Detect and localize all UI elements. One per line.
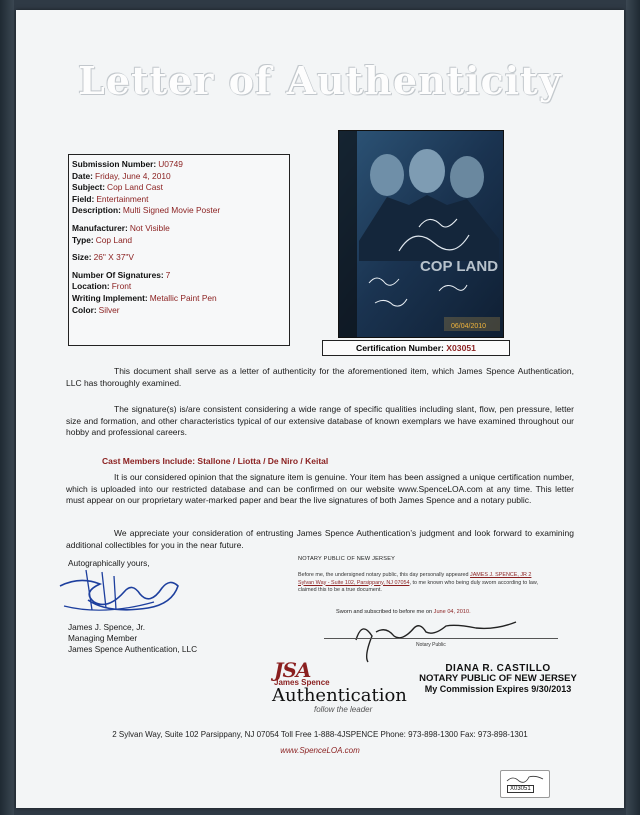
field-label: Field: [72,193,95,204]
notary-text-b: , to me known who being duly sworn according to law, claimed this to be a true document. [298,579,539,594]
field-label: Type: [72,234,94,245]
certification-box [322,340,510,356]
letter-title: Letter of Authenticity [78,58,562,103]
field-value: Silver [98,304,120,315]
poster-date-stamp: 06/04/2010 [451,323,487,330]
field-row [72,270,287,282]
notary-signature-line [324,638,558,639]
letter-paper [16,10,624,808]
certification-sticker [500,770,550,798]
notary-stamp [409,664,587,694]
field-label: Submission Number: [72,159,157,169]
field-value: 7 [165,269,171,280]
closing: Autographically yours, [68,558,150,568]
paragraph-signature-analysis: The signature(s) is/are consistent considering a wide range of specific qualities including slant, flow, pen pressure, letter size and formation, and other characteristics typical of our extensive database of known exemplars we have examined throughout our hobby and professional careers. [66,404,574,437]
field-value: 26" X 37"V [93,252,134,263]
cast-members [102,456,328,466]
item-photo [338,130,504,338]
poster-image [339,131,503,337]
field-value: Cop Land [95,234,133,245]
sticker-number: X03051 [507,785,534,793]
sworn-text: Sworn and subscribed to before me on [336,609,434,615]
field-value: Entertainment [96,193,149,204]
field-label: Manufacturer: [72,222,128,233]
item-info-box [68,154,290,346]
field-value: Metallic Paint Pen [149,292,217,303]
frame-edge-left [0,0,14,815]
jsa-mark: JSA [274,658,311,682]
field-label: Date: [72,170,93,181]
notary-header: NOTARY PUBLIC OF NEW JERSEY [298,556,396,562]
field-label: Number Of Signatures: [72,269,164,280]
field-row [72,305,287,317]
field-row [72,281,287,293]
jsa-name: James Spence [274,678,330,687]
field-row [72,235,287,247]
poster-title: COP LAND [419,258,499,275]
notary-text-a: Before me, the undersigned notary public, this day personally appeared [298,572,471,578]
field-row [72,194,287,206]
signer-title: Managing Member [68,633,138,643]
jsa-authentication: Authentication [272,685,407,706]
field-value: Not Visible [129,222,170,233]
sworn-date: June 04, 2010. [433,609,471,615]
field-row [72,159,287,171]
frame-edge-right [626,0,640,815]
stamp-title: NOTARY PUBLIC OF NEW JERSEY [419,673,577,684]
notary-signature [346,610,546,670]
field-row [72,223,287,235]
signer-company: James Spence Authentication, LLC [68,644,198,654]
certification-label: Certification Number: [356,343,444,353]
paragraph-intro: This document shall serve as a letter of authenticity for the aforementioned item, which James Spence Authentication, LLC has thoroughly examined. [66,366,574,388]
paragraph-appreciation: We appreciate your consideration of entrusting James Spence Authentication’s judgment and look forward to examining additional collectibles for you in the near future. [66,528,574,550]
footer-address: 2 Sylvan Way, Suite 102 Parsippany, NJ 07054 Toll Free 1-888-4JSPENCE Phone: 973-898-1300 Fax: 973-898-1301 [112,730,528,739]
certification-number: X03051 [446,343,476,353]
notary-statement [298,572,548,595]
field-row [72,252,287,264]
jsa-tagline: follow the leader [314,705,373,714]
field-row [72,205,287,217]
signer-name: James J. Spence, Jr. [68,622,146,632]
cast-value: Stallone / Liotta / De Niro / Keital [197,456,329,466]
jsa-logo [272,658,407,714]
sticker-signature [505,773,545,785]
field-value: Multi Signed Movie Poster [122,205,221,216]
field-label: Subject: [72,182,106,193]
notary-appearer: JAMES J. SPENCE, JR 2 Sylvan Way - Suite 102, Parsippany, NJ 07054 [298,572,532,586]
spence-signature [56,566,186,622]
field-value: Friday, June 4, 2010 [94,170,171,181]
field-value: U0749 [158,159,183,169]
field-label: Writing Implement: [72,292,148,303]
field-row [72,293,287,305]
field-label: Description: [72,205,121,216]
notary-public-label: Notary Public [416,642,446,648]
field-row [72,171,287,183]
footer-url[interactable]: www.SpenceLOA.com [280,746,360,755]
paragraph-opinion: It is our considered opinion that the signature item is genuine. Your item has been assigned a unique certification number, which is uploaded into our restricted database and can be confirmed on our website www.SpenceLOA.com at any time. This letter must appear on our proprietary water-marked paper and bear the live signatures of both James Spence and a notary public. [66,472,574,505]
stamp-commission: My Commission Expires 9/30/2013 [424,684,572,694]
cast-label: Cast Members Include: [102,456,198,466]
field-label: Size: [72,252,92,263]
field-row [72,182,287,194]
field-value: Cop Land Cast [107,182,163,193]
field-value: Front [111,281,132,292]
field-label: Location: [72,281,110,292]
field-label: Color: [72,304,97,315]
stamp-name: DIANA R. CASTILLO [445,663,551,674]
